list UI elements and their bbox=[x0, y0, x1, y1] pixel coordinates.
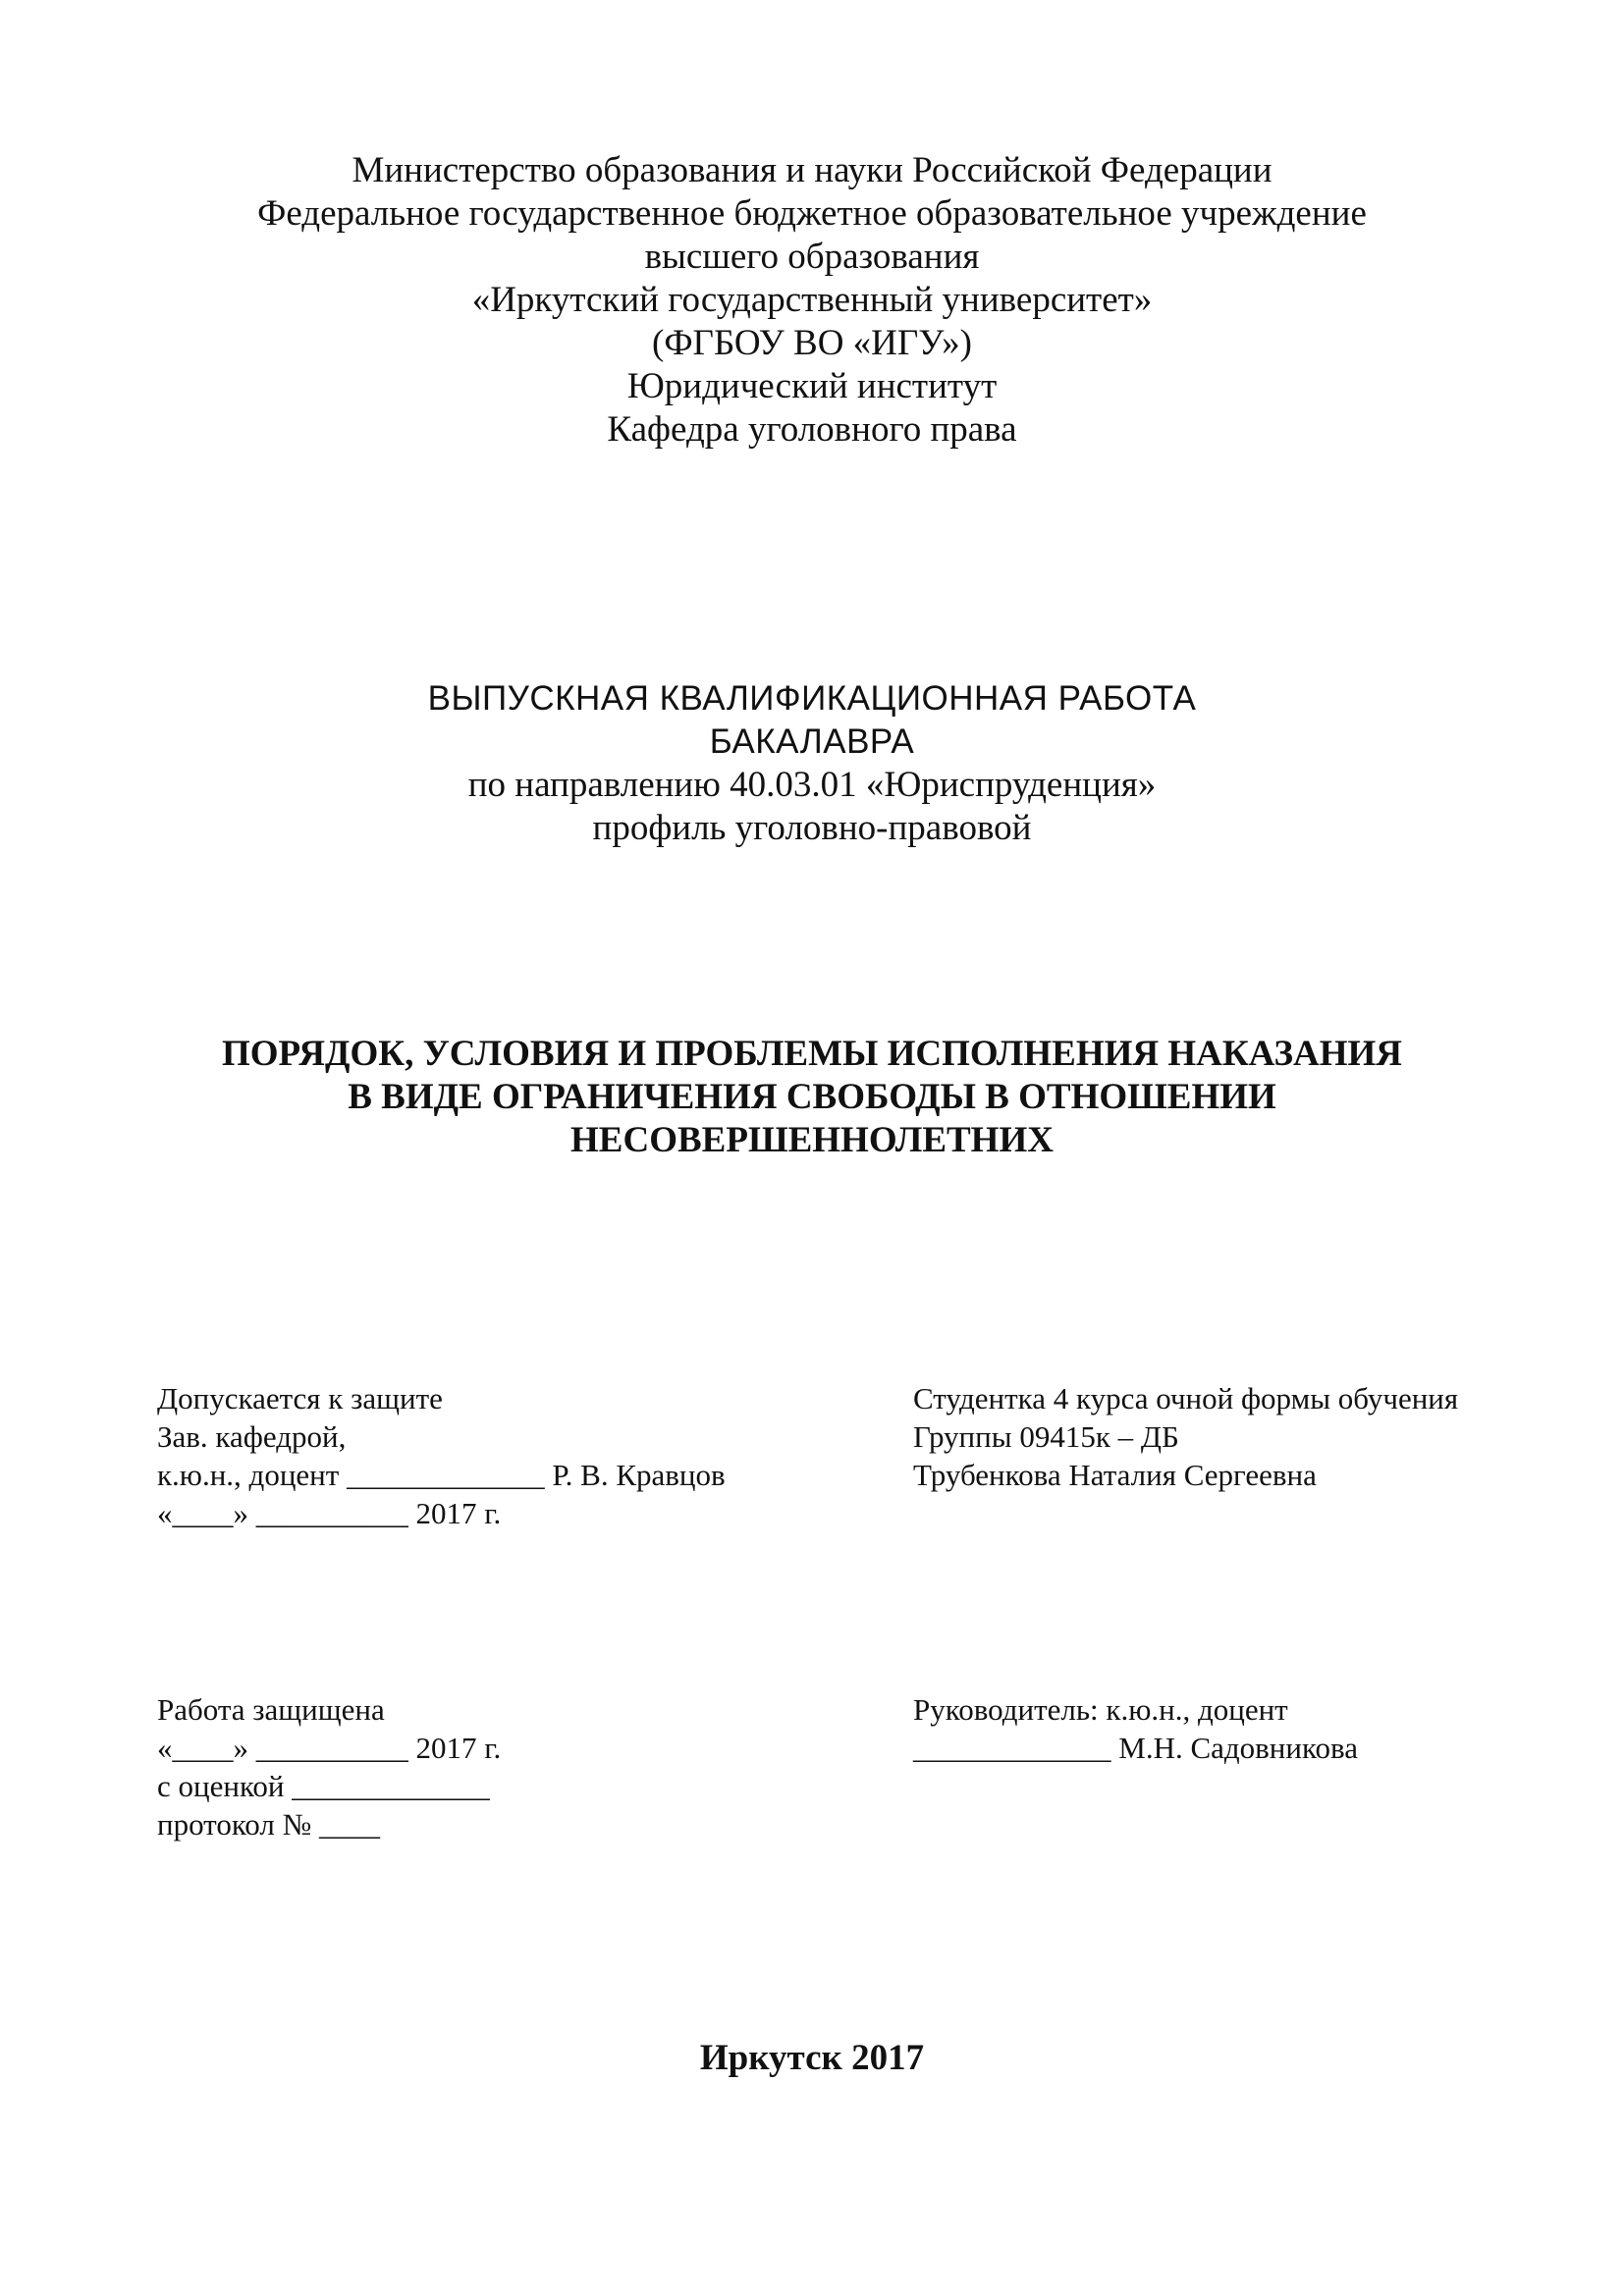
department-name: Кафедра уголовного права bbox=[607, 409, 1017, 450]
defense-line2: «____» __________ 2017 г. bbox=[157, 1731, 502, 1765]
institute-name: Юридический институт bbox=[626, 366, 998, 406]
institution-header bbox=[0, 149, 1624, 452]
city-year: Иркутск 2017 bbox=[699, 2038, 925, 2078]
thesis-title-line3: НЕСОВЕРШЕННОЛЕТНИХ bbox=[570, 1120, 1054, 1160]
admission-line1: Допускается к защите bbox=[157, 1381, 443, 1415]
admission-block bbox=[157, 1379, 726, 1532]
thesis-title bbox=[0, 1033, 1624, 1162]
education-level: высшего образования bbox=[644, 237, 980, 277]
study-profile: профиль уголовно-правовой bbox=[592, 808, 1032, 848]
supervisor-line2: _____________ М.Н. Садовникова bbox=[913, 1731, 1358, 1765]
thesis-title-line2: В ВИДЕ ОГРАНИЧЕНИЯ СВОБОДЫ В ОТНОШЕНИИ bbox=[348, 1077, 1276, 1117]
university-abbreviation: (ФГБОУ ВО «ИГУ») bbox=[652, 323, 972, 363]
admission-line4: «____» __________ 2017 г. bbox=[157, 1496, 502, 1530]
work-type-line1: ВЫПУСКНАЯ КВАЛИФИКАЦИОННАЯ РАБОТА bbox=[427, 679, 1197, 718]
student-line1: Студентка 4 курса очной формы обучения bbox=[913, 1381, 1459, 1415]
admission-line3: к.ю.н., доцент _____________ Р. В. Кравцов bbox=[157, 1458, 726, 1492]
work-type-line2: БАКАЛАВРА bbox=[709, 722, 915, 761]
defense-line3: с оценкой _____________ bbox=[157, 1769, 490, 1803]
study-direction: по направлению 40.03.01 «Юриспруденция» bbox=[467, 765, 1157, 805]
defense-line1: Работа защищена bbox=[157, 1692, 385, 1727]
student-name: Трубенкова Наталия Сергеевна bbox=[913, 1458, 1317, 1492]
university-name: «Иркутский государственный университет» bbox=[471, 280, 1153, 320]
defense-line4: протокол № ____ bbox=[157, 1807, 380, 1842]
student-block bbox=[913, 1379, 1458, 1494]
supervisor-block bbox=[913, 1690, 1358, 1767]
student-line2: Группы 09415к – ДБ bbox=[913, 1419, 1179, 1454]
thesis-title-line1: ПОРЯДОК, УСЛОВИЯ И ПРОБЛЕМЫ ИСПОЛНЕНИЯ НАКАЗАНИЯ bbox=[221, 1034, 1403, 1074]
defense-block bbox=[157, 1690, 501, 1843]
supervisor-line1: Руководитель: к.ю.н., доцент bbox=[913, 1692, 1288, 1727]
admission-line2: Зав. кафедрой, bbox=[157, 1419, 347, 1454]
institution-type: Федеральное государственное бюджетное образовательное учреждение bbox=[257, 193, 1367, 234]
ministry-name: Министерство образования и науки Российской Федерации bbox=[352, 150, 1272, 190]
work-type-block bbox=[0, 677, 1624, 850]
